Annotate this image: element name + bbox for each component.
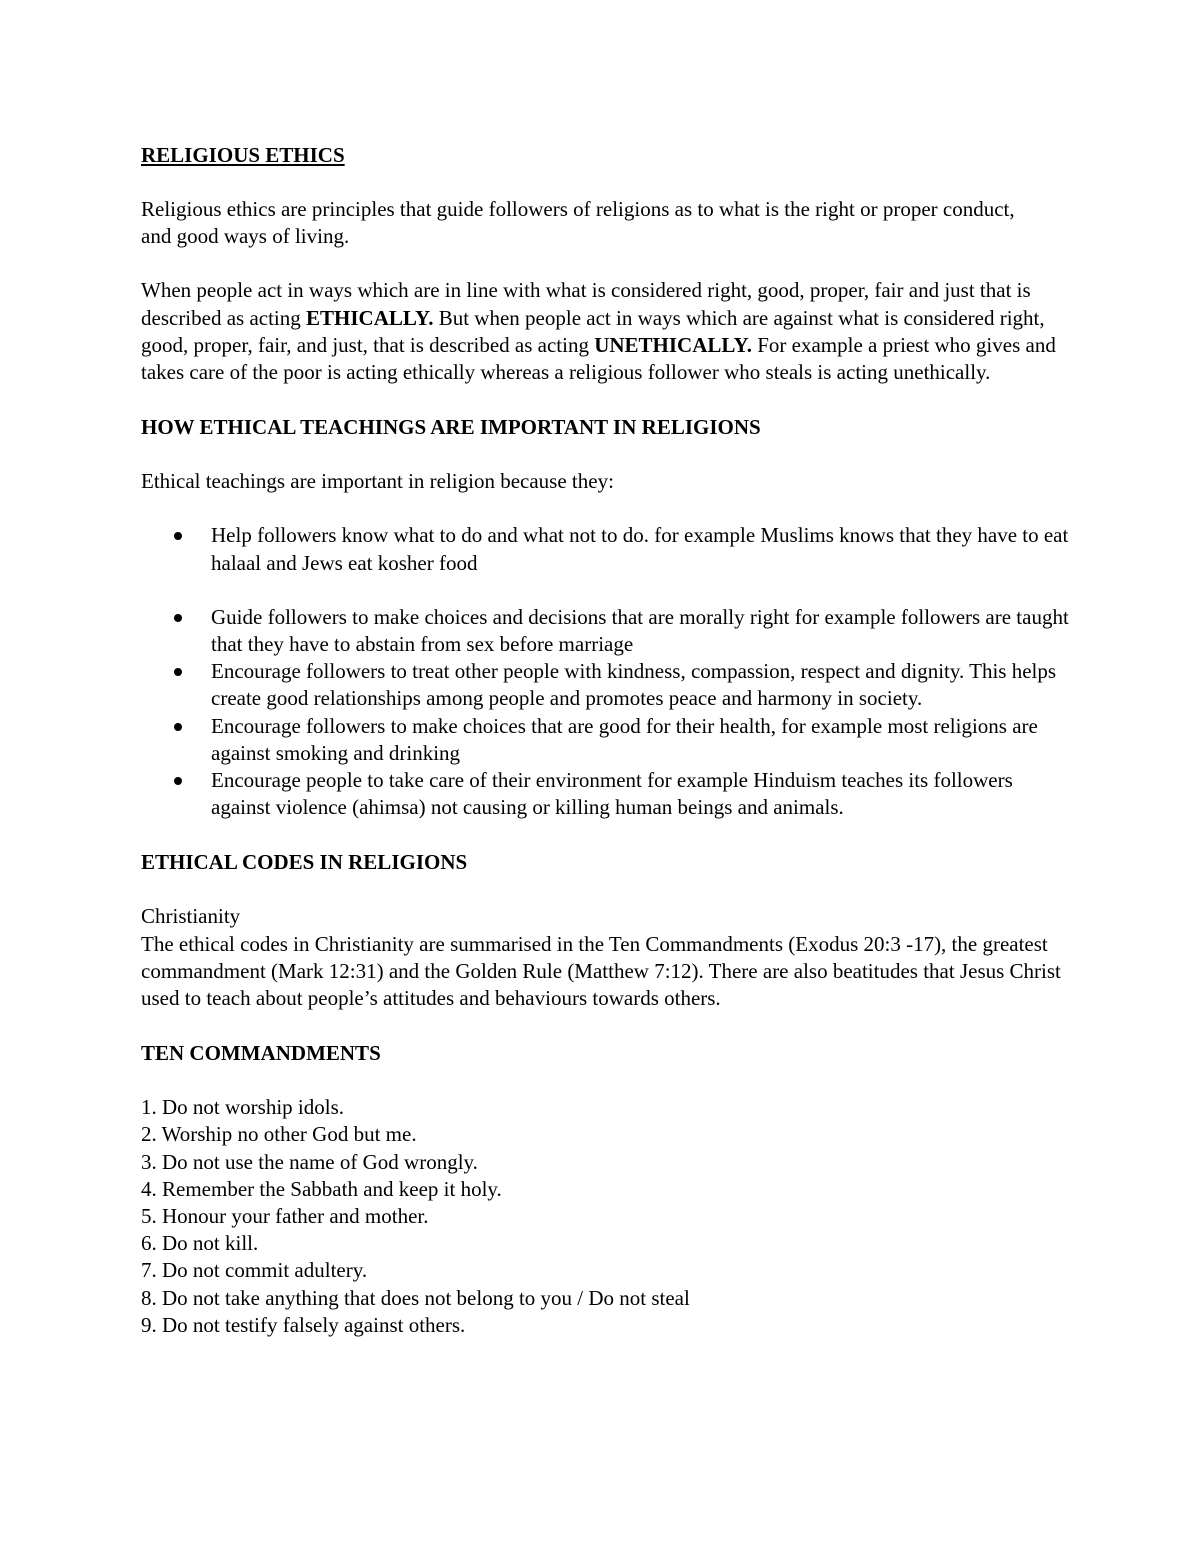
list-item bbox=[141, 658, 1071, 712]
list-item-text: Encourage people to take care of their environment for example Hinduism teaches its followers against violence (ahimsa) not causing or killing human beings and animals. bbox=[211, 768, 1013, 820]
document-page bbox=[141, 141, 1071, 1339]
heading-ethical-codes: ETHICAL CODES IN RELIGIONS bbox=[141, 850, 468, 875]
list-item: 4. Remember the Sabbath and keep it holy. bbox=[141, 1176, 502, 1201]
heading-ten-commandments: TEN COMMANDMENTS bbox=[141, 1041, 381, 1066]
paragraph-teachings-intro: Ethical teachings are important in religion because they: bbox=[141, 469, 614, 494]
bullet-icon bbox=[174, 668, 182, 676]
list-item bbox=[141, 713, 1071, 767]
list-item bbox=[141, 767, 1071, 821]
list-item: 9. Do not testify falsely against others. bbox=[141, 1312, 466, 1337]
list-item bbox=[141, 604, 1071, 658]
list-item-text: Encourage followers to treat other people with kindness, compassion, respect and dignity. This helps create good relationships among people and promotes peace and harmony in society. bbox=[211, 659, 1057, 711]
list-item-text: Encourage followers to make choices that are good for their health, for example most religions are against smoking and drinking bbox=[211, 713, 1038, 765]
list-item: 5. Honour your father and mother. bbox=[141, 1204, 429, 1229]
paragraph-ethically-part-c: But when people act in ways which are against what is considered right, good, proper, fair, and just, that is described as acting bbox=[141, 305, 1045, 357]
paragraph-definition: Religious ethics are principles that guide followers of religions as to what is the right or proper conduct, and good ways of living. bbox=[141, 197, 1015, 249]
heading-ethical-teachings: HOW ETHICAL TEACHINGS ARE IMPORTANT IN RELIGIONS bbox=[141, 415, 761, 440]
heading-religious-ethics: RELIGIOUS ETHICS bbox=[141, 143, 345, 167]
bullet-icon bbox=[174, 614, 182, 622]
list-item: 6. Do not kill. bbox=[141, 1231, 259, 1256]
paragraph-ethically-part-a: When people act in ways which are in line with what is considered right, good, proper, fair and just that is described as acting bbox=[141, 278, 1031, 330]
list-item-text: Help followers know what to do and what not to do. for example Muslims knows that they have to eat halaal and Jews eat kosher food bbox=[211, 523, 1069, 575]
ethical-teachings-list bbox=[141, 522, 1071, 821]
bullet-icon bbox=[174, 532, 182, 540]
paragraph-christianity: The ethical codes in Christianity are summarised in the Ten Commandments (Exodus 20:3 -17), the greatest commandment (Mark 12:31) and the Golden Rule (Matthew 7:12). There are also beatitudes that Jesus Christ used to teach about people’s attitudes and behaviours towards others. bbox=[141, 931, 1061, 1011]
list-item: 2. Worship no other God but me. bbox=[141, 1122, 417, 1147]
list-item: 1. Do not worship idols. bbox=[141, 1095, 345, 1120]
list-item: 8. Do not take anything that does not belong to you / Do not steal bbox=[141, 1285, 690, 1310]
list-item: 3. Do not use the name of God wrongly. bbox=[141, 1149, 478, 1174]
list-item-text: Guide followers to make choices and decisions that are morally right for example followers are taught that they have to abstain from sex before marriage bbox=[211, 604, 1069, 657]
ten-commandments-list bbox=[141, 1094, 1071, 1339]
term-unethically: UNETHICALLY. bbox=[594, 332, 752, 357]
subheading-christianity: Christianity bbox=[141, 904, 241, 929]
bullet-icon bbox=[174, 777, 182, 785]
paragraph-ethically-part-e: For example a priest who gives and takes care of the poor is acting ethically whereas a religious follower who steals is acting unethically. bbox=[141, 332, 1056, 385]
paragraph-ethically bbox=[141, 277, 1056, 386]
term-ethically: ETHICALLY. bbox=[306, 305, 434, 330]
list-item bbox=[141, 522, 1071, 576]
bullet-icon bbox=[174, 723, 182, 731]
list-item: 7. Do not commit adultery. bbox=[141, 1258, 368, 1283]
